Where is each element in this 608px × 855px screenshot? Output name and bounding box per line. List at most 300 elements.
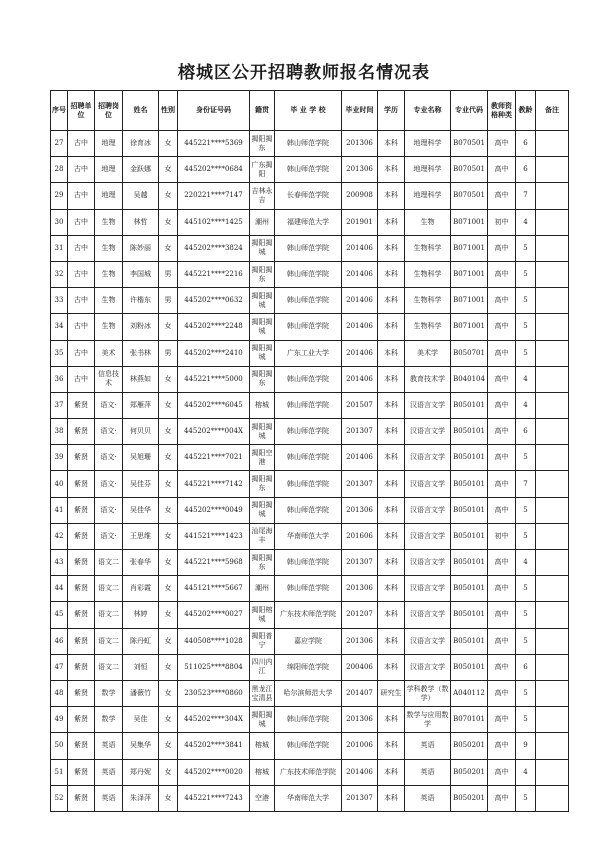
table-row — [51, 497, 569, 523]
cert-cell: 高中 — [488, 340, 516, 366]
remarks-cell — [536, 497, 569, 523]
remarks-cell — [536, 628, 569, 654]
gender-cell: 女 — [159, 497, 178, 523]
table-row — [51, 576, 569, 602]
unit-cell: 紫贤 — [68, 733, 95, 759]
years-cell: 7 — [516, 471, 536, 497]
name-cell: 吴旭珊 — [123, 445, 159, 471]
origin-cell: 黑龙江宝清县 — [250, 680, 275, 706]
seq-cell: 32 — [51, 261, 68, 287]
post-cell: 美术 — [95, 340, 123, 366]
major-cell: 英语 — [405, 785, 451, 811]
origin-cell: 揭阳空港 — [250, 445, 275, 471]
gender-cell: 女 — [159, 471, 178, 497]
seq-cell: 45 — [51, 602, 68, 628]
years-cell: 5 — [516, 628, 536, 654]
col-header-school: 毕 业 学 校 — [275, 91, 342, 131]
seq-cell: 34 — [51, 314, 68, 340]
name-cell: 许楷东 — [123, 288, 159, 314]
origin-cell: 揭阳揭城 — [250, 235, 275, 261]
major-cell: 教育技术学 — [405, 366, 451, 392]
gender-cell: 女 — [159, 314, 178, 340]
origin-cell: 揭阳揭城 — [250, 419, 275, 445]
school-cell: 韩山师范学院 — [275, 707, 342, 733]
name-cell: 刘恒 — [123, 654, 159, 680]
degree-cell: 本科 — [378, 550, 405, 576]
id-cell: 445202****0027 — [178, 602, 250, 628]
grad-time-cell: 201606 — [342, 523, 378, 549]
gender-cell: 女 — [159, 419, 178, 445]
table-body — [51, 131, 569, 812]
id-cell: 445202****3824 — [178, 235, 250, 261]
major-cell: 英语 — [405, 733, 451, 759]
id-cell: 441521****1423 — [178, 523, 250, 549]
table-row — [51, 523, 569, 549]
name-cell: 吴佳华 — [123, 497, 159, 523]
cert-cell: 高中 — [488, 419, 516, 445]
unit-cell: 古中 — [68, 235, 95, 261]
school-cell: 广东工业大学 — [275, 340, 342, 366]
unit-cell: 紫贤 — [68, 602, 95, 628]
gender-cell: 男 — [159, 288, 178, 314]
major-cell: 生物科学 — [405, 261, 451, 287]
degree-cell: 本科 — [378, 471, 405, 497]
table-row — [51, 628, 569, 654]
table-row — [51, 209, 569, 235]
degree-cell: 本科 — [378, 707, 405, 733]
table-row — [51, 392, 569, 418]
major-cell: 汉语言文学 — [405, 392, 451, 418]
grad-time-cell: 201406 — [342, 759, 378, 785]
col-header-cert: 教师资格种类 — [488, 91, 516, 131]
cert-cell: 高中 — [488, 707, 516, 733]
table-row — [51, 550, 569, 576]
id-cell: 445202****3841 — [178, 733, 250, 759]
school-cell: 韩山师范学院 — [275, 550, 342, 576]
origin-cell: 揭阳揭东 — [250, 131, 275, 157]
cert-cell: 高中 — [488, 576, 516, 602]
table-row — [51, 759, 569, 785]
major-code-cell: B050101 — [451, 550, 488, 576]
cert-cell: 高中 — [488, 366, 516, 392]
major-code-cell: B050201 — [451, 785, 488, 811]
page-title: 榕城区公开招聘教师报名情况表 — [178, 63, 430, 83]
gender-cell: 女 — [159, 759, 178, 785]
grad-time-cell: 201306 — [342, 131, 378, 157]
years-cell: 5 — [516, 340, 536, 366]
gender-cell: 女 — [159, 131, 178, 157]
id-cell: 445221****7142 — [178, 471, 250, 497]
unit-cell: 紫贤 — [68, 445, 95, 471]
degree-cell: 本科 — [378, 340, 405, 366]
degree-cell: 本科 — [378, 628, 405, 654]
origin-cell: 揭阳普宁 — [250, 628, 275, 654]
major-cell: 汉语言文学 — [405, 576, 451, 602]
school-cell: 韩山师范学院 — [275, 157, 342, 183]
school-cell: 福建师范大学 — [275, 209, 342, 235]
name-cell: 朱泽萍 — [123, 785, 159, 811]
major-code-cell: B040104 — [451, 366, 488, 392]
unit-cell: 古中 — [68, 183, 95, 209]
major-code-cell: B050101 — [451, 628, 488, 654]
grad-time-cell: 201306 — [342, 497, 378, 523]
remarks-cell — [536, 654, 569, 680]
origin-cell: 榕城 — [250, 733, 275, 759]
major-code-cell: A040112 — [451, 680, 488, 706]
name-cell: 郑雁萍 — [123, 392, 159, 418]
gender-cell: 女 — [159, 392, 178, 418]
major-code-cell: B071001 — [451, 288, 488, 314]
remarks-cell — [536, 157, 569, 183]
school-cell: 华南师范大学 — [275, 785, 342, 811]
origin-cell: 揭阳揭东 — [250, 366, 275, 392]
col-header-gender: 性别 — [159, 91, 178, 131]
degree-cell: 本科 — [378, 733, 405, 759]
remarks-cell — [536, 471, 569, 497]
years-cell: 5 — [516, 602, 536, 628]
table-row — [51, 471, 569, 497]
origin-cell: 揭阳揭城 — [250, 314, 275, 340]
name-cell: 刘粉冰 — [123, 314, 159, 340]
years-cell: 6 — [516, 419, 536, 445]
cert-cell: 高中 — [488, 759, 516, 785]
post-cell: 语文二 — [95, 576, 123, 602]
post-cell: 数学 — [95, 707, 123, 733]
cert-cell: 高中 — [488, 497, 516, 523]
degree-cell: 本科 — [378, 576, 405, 602]
gender-cell: 女 — [159, 628, 178, 654]
seq-cell: 47 — [51, 654, 68, 680]
unit-cell: 古中 — [68, 288, 95, 314]
years-cell: 4 — [516, 366, 536, 392]
cert-cell: 高中 — [488, 183, 516, 209]
years-cell: 5 — [516, 288, 536, 314]
unit-cell: 紫贤 — [68, 550, 95, 576]
origin-cell: 吉林永吉 — [250, 183, 275, 209]
col-header-remarks: 备注 — [536, 91, 569, 131]
major-code-cell: B050101 — [451, 445, 488, 471]
seq-cell: 50 — [51, 733, 68, 759]
remarks-cell — [536, 523, 569, 549]
post-cell: 地理 — [95, 183, 123, 209]
major-cell: 地理科学 — [405, 157, 451, 183]
cert-cell: 高中 — [488, 314, 516, 340]
seq-cell: 28 — [51, 157, 68, 183]
school-cell: 韩山师范学院 — [275, 576, 342, 602]
id-cell: 445202****2410 — [178, 340, 250, 366]
name-cell: 李国城 — [123, 261, 159, 287]
remarks-cell — [536, 419, 569, 445]
degree-cell: 本科 — [378, 654, 405, 680]
id-cell: 445221****5369 — [178, 131, 250, 157]
remarks-cell — [536, 785, 569, 811]
name-cell: 林哲 — [123, 209, 159, 235]
major-code-cell: B050201 — [451, 759, 488, 785]
school-cell: 华南师范大学 — [275, 523, 342, 549]
name-cell: 潘薇竹 — [123, 680, 159, 706]
grad-time-cell: 201901 — [342, 209, 378, 235]
cert-cell: 初中 — [488, 523, 516, 549]
major-cell: 汉语言文学 — [405, 445, 451, 471]
remarks-cell — [536, 314, 569, 340]
seq-cell: 33 — [51, 288, 68, 314]
seq-cell: 42 — [51, 523, 68, 549]
id-cell: 445221****5968 — [178, 550, 250, 576]
school-cell: 韩山师范学院 — [275, 131, 342, 157]
table-row — [51, 733, 569, 759]
post-cell: 数学 — [95, 680, 123, 706]
remarks-cell — [536, 261, 569, 287]
school-cell: 哈尔滨师范大学 — [275, 680, 342, 706]
table-row — [51, 680, 569, 706]
school-cell: 韩山师范学院 — [275, 314, 342, 340]
major-cell: 生物 — [405, 209, 451, 235]
remarks-cell — [536, 759, 569, 785]
name-cell: 林燕如 — [123, 366, 159, 392]
gender-cell: 男 — [159, 261, 178, 287]
col-header-major-code: 专业代码 — [451, 91, 488, 131]
id-cell: 445221****2216 — [178, 261, 250, 287]
seq-cell: 29 — [51, 183, 68, 209]
unit-cell: 古中 — [68, 157, 95, 183]
major-cell: 汉语言文学 — [405, 550, 451, 576]
seq-cell: 35 — [51, 340, 68, 366]
unit-cell: 紫贤 — [68, 680, 95, 706]
years-cell: 7 — [516, 183, 536, 209]
remarks-cell — [536, 235, 569, 261]
major-code-cell: B050101 — [451, 523, 488, 549]
post-cell: 语文· — [95, 445, 123, 471]
seq-cell: 52 — [51, 785, 68, 811]
seq-cell: 43 — [51, 550, 68, 576]
name-cell: 张春华 — [123, 550, 159, 576]
post-cell: 语文· — [95, 471, 123, 497]
id-cell: 445202****0020 — [178, 759, 250, 785]
remarks-cell — [536, 733, 569, 759]
origin-cell: 揭阳揭城 — [250, 340, 275, 366]
table-row — [51, 366, 569, 392]
gender-cell: 女 — [159, 366, 178, 392]
cert-cell: 高中 — [488, 392, 516, 418]
major-code-cell: B050101 — [451, 471, 488, 497]
id-cell: 445221****5000 — [178, 366, 250, 392]
id-cell: 445202****0684 — [178, 157, 250, 183]
grad-time-cell: 201006 — [342, 733, 378, 759]
origin-cell: 汕尾海丰 — [250, 523, 275, 549]
years-cell: 5 — [516, 445, 536, 471]
school-cell: 绵阳师范学院 — [275, 654, 342, 680]
unit-cell: 古中 — [68, 131, 95, 157]
cert-cell: 高中 — [488, 157, 516, 183]
major-code-cell: B071001 — [451, 235, 488, 261]
grad-time-cell: 201407 — [342, 680, 378, 706]
grad-time-cell: 201406 — [342, 288, 378, 314]
post-cell: 语文二 — [95, 550, 123, 576]
gender-cell: 女 — [159, 602, 178, 628]
remarks-cell — [536, 131, 569, 157]
major-code-cell: B071001 — [451, 209, 488, 235]
school-cell: 嘉应学院 — [275, 628, 342, 654]
cert-cell: 高中 — [488, 445, 516, 471]
gender-cell: 女 — [159, 680, 178, 706]
grad-time-cell: 201306 — [342, 707, 378, 733]
seq-cell: 39 — [51, 445, 68, 471]
table-row — [51, 654, 569, 680]
post-cell: 生物 — [95, 235, 123, 261]
school-cell: 韩山师范学院 — [275, 497, 342, 523]
origin-cell: 广东揭阳 — [250, 157, 275, 183]
major-cell: 汉语言文学 — [405, 497, 451, 523]
col-header-degree: 学历 — [378, 91, 405, 131]
gender-cell: 男 — [159, 340, 178, 366]
remarks-cell — [536, 576, 569, 602]
post-cell: 地理 — [95, 131, 123, 157]
origin-cell: 榕城 — [250, 392, 275, 418]
seq-cell: 48 — [51, 680, 68, 706]
post-cell: 生物 — [95, 288, 123, 314]
gender-cell: 女 — [159, 576, 178, 602]
post-cell: 英语 — [95, 733, 123, 759]
years-cell: 4 — [516, 392, 536, 418]
post-cell: 语文· — [95, 392, 123, 418]
cert-cell: 高中 — [488, 654, 516, 680]
unit-cell: 紫贤 — [68, 471, 95, 497]
degree-cell: 本科 — [378, 523, 405, 549]
name-cell: 吴佳芬 — [123, 471, 159, 497]
degree-cell: 本科 — [378, 157, 405, 183]
origin-cell: 潮州 — [250, 576, 275, 602]
major-code-cell: B071001 — [451, 261, 488, 287]
school-cell: 韩山师范学院 — [275, 366, 342, 392]
seq-cell: 51 — [51, 759, 68, 785]
school-cell: 韩山师范学院 — [275, 733, 342, 759]
origin-cell: 揭阳揭东 — [250, 261, 275, 287]
origin-cell: 揭阳揭城 — [250, 288, 275, 314]
table-row — [51, 419, 569, 445]
degree-cell: 本科 — [378, 314, 405, 340]
major-cell: 汉语言文学 — [405, 654, 451, 680]
id-cell: 220221****7147 — [178, 183, 250, 209]
origin-cell: 揭阳揭城 — [250, 707, 275, 733]
major-code-cell: B070101 — [451, 707, 488, 733]
school-cell: 韩山师范学院 — [275, 235, 342, 261]
table-row — [51, 707, 569, 733]
post-cell: 地理 — [95, 157, 123, 183]
grad-time-cell: 201406 — [342, 445, 378, 471]
degree-cell: 本科 — [378, 419, 405, 445]
seq-cell: 37 — [51, 392, 68, 418]
degree-cell: 本科 — [378, 131, 405, 157]
gender-cell: 女 — [159, 654, 178, 680]
gender-cell: 女 — [159, 707, 178, 733]
name-cell: 吴越 — [123, 183, 159, 209]
school-cell: 韩山师范学院 — [275, 419, 342, 445]
years-cell: 4 — [516, 759, 536, 785]
remarks-cell — [536, 707, 569, 733]
unit-cell: 紫贤 — [68, 497, 95, 523]
id-cell: 445202****6045 — [178, 392, 250, 418]
post-cell: 生物 — [95, 261, 123, 287]
table-row — [51, 340, 569, 366]
major-cell: 美术学 — [405, 340, 451, 366]
cert-cell: 高中 — [488, 785, 516, 811]
col-header-post: 招聘岗位 — [95, 91, 123, 131]
major-cell: 生物科学 — [405, 235, 451, 261]
school-cell: 韩山师范学院 — [275, 445, 342, 471]
unit-cell: 古中 — [68, 314, 95, 340]
col-header-seq: 序号 — [51, 91, 68, 131]
id-cell: 445202****004X — [178, 419, 250, 445]
name-cell: 张书林 — [123, 340, 159, 366]
cert-cell: 高中 — [488, 131, 516, 157]
id-cell: 445202****304X — [178, 707, 250, 733]
cert-cell: 高中 — [488, 733, 516, 759]
table-row — [51, 445, 569, 471]
major-cell: 汉语言文学 — [405, 628, 451, 654]
grad-time-cell: 201307 — [342, 785, 378, 811]
major-code-cell: B050101 — [451, 497, 488, 523]
seq-cell: 27 — [51, 131, 68, 157]
grad-time-cell: 201406 — [342, 261, 378, 287]
major-cell: 汉语言文学 — [405, 602, 451, 628]
major-cell: 英语 — [405, 759, 451, 785]
name-cell: 肖彩霞 — [123, 576, 159, 602]
years-cell: 4 — [516, 209, 536, 235]
table-row — [51, 131, 569, 157]
grad-time-cell: 201307 — [342, 550, 378, 576]
col-header-major: 专业名称 — [405, 91, 451, 131]
name-cell: 王思维 — [123, 523, 159, 549]
cert-cell: 高中 — [488, 602, 516, 628]
seq-cell: 46 — [51, 628, 68, 654]
origin-cell: 四川内江 — [250, 654, 275, 680]
cert-cell: 高中 — [488, 235, 516, 261]
school-cell: 韩山师范学院 — [275, 288, 342, 314]
origin-cell: 揭阳揭城 — [250, 497, 275, 523]
name-cell: 陈丹虹 — [123, 628, 159, 654]
cert-cell: 高中 — [488, 471, 516, 497]
school-cell: 长春师范学院 — [275, 183, 342, 209]
unit-cell: 紫贤 — [68, 576, 95, 602]
origin-cell: 榕城 — [250, 759, 275, 785]
id-cell: 440508****1028 — [178, 628, 250, 654]
origin-cell: 揭阳榕城 — [250, 602, 275, 628]
years-cell: 5 — [516, 576, 536, 602]
gender-cell: 女 — [159, 785, 178, 811]
major-cell: 学科教学（数学） — [405, 680, 451, 706]
grad-time-cell: 201306 — [342, 157, 378, 183]
degree-cell: 本科 — [378, 759, 405, 785]
major-code-cell: B050101 — [451, 392, 488, 418]
years-cell: 5 — [516, 497, 536, 523]
years-cell: 6 — [516, 131, 536, 157]
grad-time-cell: 201406 — [342, 340, 378, 366]
major-cell: 地理科学 — [405, 183, 451, 209]
major-cell: 汉语言文学 — [405, 471, 451, 497]
col-header-grad-time: 毕业时间 — [342, 91, 378, 131]
unit-cell: 紫贤 — [68, 785, 95, 811]
name-cell: 郑丹妮 — [123, 759, 159, 785]
post-cell: 英语 — [95, 759, 123, 785]
years-cell: 9 — [516, 733, 536, 759]
school-cell: 广东技术师范学院 — [275, 602, 342, 628]
name-cell: 何贝贝 — [123, 419, 159, 445]
table-row — [51, 314, 569, 340]
seq-cell: 41 — [51, 497, 68, 523]
gender-cell: 女 — [159, 235, 178, 261]
degree-cell: 本科 — [378, 261, 405, 287]
degree-cell: 研究生 — [378, 680, 405, 706]
